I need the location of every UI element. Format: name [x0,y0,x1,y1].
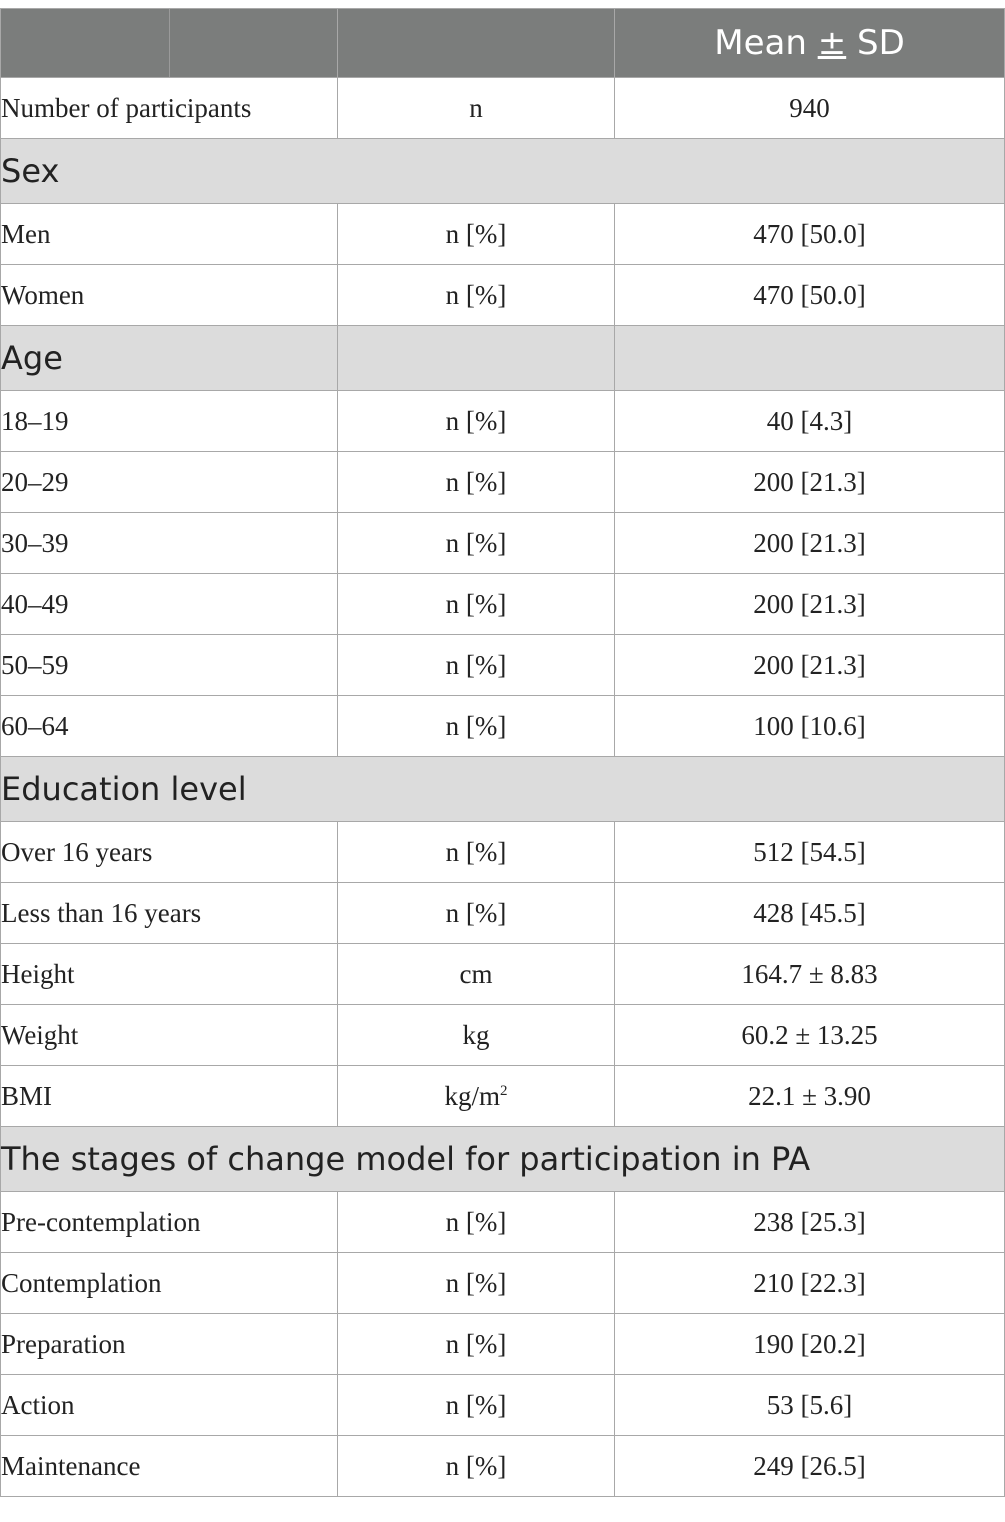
row-value: 428 [45.5] [615,883,1005,944]
table-row-age-50-59 [1,635,1005,696]
section-title: Age [1,326,338,391]
table-row-bmi [1,1066,1005,1127]
header-cell-mean-sd [615,9,1005,78]
row-unit: n [%] [338,822,615,883]
header-cell-unit [338,9,615,78]
row-unit: n [%] [338,452,615,513]
row-unit: n [%] [338,1192,615,1253]
row-value: 53 [5.6] [615,1375,1005,1436]
table-row-age-30-39 [1,513,1005,574]
row-label: Pre-contemplation [1,1192,338,1253]
section-title: Education level [1,757,1005,822]
table-row-participants [1,78,1005,139]
table-row-over-16 [1,822,1005,883]
row-value: 164.7 ± 8.83 [615,944,1005,1005]
row-value: 940 [615,78,1005,139]
row-value: 249 [26.5] [615,1436,1005,1497]
section-row-age [1,326,1005,391]
table-row-precontemplation [1,1192,1005,1253]
row-label: 20–29 [1,452,338,513]
table-row-age-18-19 [1,391,1005,452]
unit-base: kg/m [444,1080,500,1111]
row-value: 200 [21.3] [615,513,1005,574]
row-label: Contemplation [1,1253,338,1314]
row-unit: n [%] [338,574,615,635]
row-unit [338,1066,615,1127]
participant-characteristics-table [0,8,1005,1497]
unit-superscript: 2 [500,1082,508,1099]
row-value: 200 [21.3] [615,635,1005,696]
row-label: 18–19 [1,391,338,452]
section-row-sex [1,139,1005,204]
row-label: Preparation [1,1314,338,1375]
section-blank-cell [338,326,615,391]
row-unit: n [%] [338,696,615,757]
row-label: Less than 16 years [1,883,338,944]
table-row-maintenance [1,1436,1005,1497]
row-label: Action [1,1375,338,1436]
row-value: 200 [21.3] [615,574,1005,635]
row-unit: n [%] [338,1253,615,1314]
table-row-less-16 [1,883,1005,944]
row-label: 30–39 [1,513,338,574]
section-blank-cell [615,326,1005,391]
section-row-stages [1,1127,1005,1192]
table-row-action [1,1375,1005,1436]
row-label: Number of participants [1,78,338,139]
table-row-age-40-49 [1,574,1005,635]
table-row-age-60-64 [1,696,1005,757]
row-value: 200 [21.3] [615,452,1005,513]
row-unit: n [%] [338,1375,615,1436]
header-pm-text: ± [817,23,847,63]
header-row [1,9,1005,78]
row-value: 238 [25.3] [615,1192,1005,1253]
row-unit: kg [338,1005,615,1066]
row-value: 470 [50.0] [615,265,1005,326]
row-value: 210 [22.3] [615,1253,1005,1314]
row-value: 100 [10.6] [615,696,1005,757]
row-label: 50–59 [1,635,338,696]
row-unit: n [338,78,615,139]
row-label: Height [1,944,338,1005]
row-unit: n [%] [338,265,615,326]
row-unit: n [%] [338,635,615,696]
row-label: Men [1,204,338,265]
row-value: 22.1 ± 3.90 [615,1066,1005,1127]
header-mean-text: Mean [714,23,818,63]
row-unit: n [%] [338,1436,615,1497]
section-title: The stages of change model for participation in PA [1,1127,1005,1192]
row-value: 190 [20.2] [615,1314,1005,1375]
row-value: 470 [50.0] [615,204,1005,265]
row-unit: cm [338,944,615,1005]
row-label: 40–49 [1,574,338,635]
row-label: BMI [1,1066,338,1127]
header-sd-text: SD [846,23,905,63]
row-label: Maintenance [1,1436,338,1497]
row-label: Weight [1,1005,338,1066]
row-unit: n [%] [338,204,615,265]
row-unit: n [%] [338,391,615,452]
row-label: Women [1,265,338,326]
table-row-men [1,204,1005,265]
row-label: Over 16 years [1,822,338,883]
table-row-contemplation [1,1253,1005,1314]
row-unit: n [%] [338,513,615,574]
header-cell-label [1,9,338,78]
row-value: 60.2 ± 13.25 [615,1005,1005,1066]
row-value: 512 [54.5] [615,822,1005,883]
header-subcell-left [1,9,170,77]
table-row-height [1,944,1005,1005]
section-title: Sex [1,139,1005,204]
table-row-preparation [1,1314,1005,1375]
table-row-women [1,265,1005,326]
row-label: 60–64 [1,696,338,757]
row-value: 40 [4.3] [615,391,1005,452]
table-row-age-20-29 [1,452,1005,513]
row-unit: n [%] [338,1314,615,1375]
header-subcell-right [170,9,337,77]
section-row-education [1,757,1005,822]
table-row-weight [1,1005,1005,1066]
row-unit: n [%] [338,883,615,944]
